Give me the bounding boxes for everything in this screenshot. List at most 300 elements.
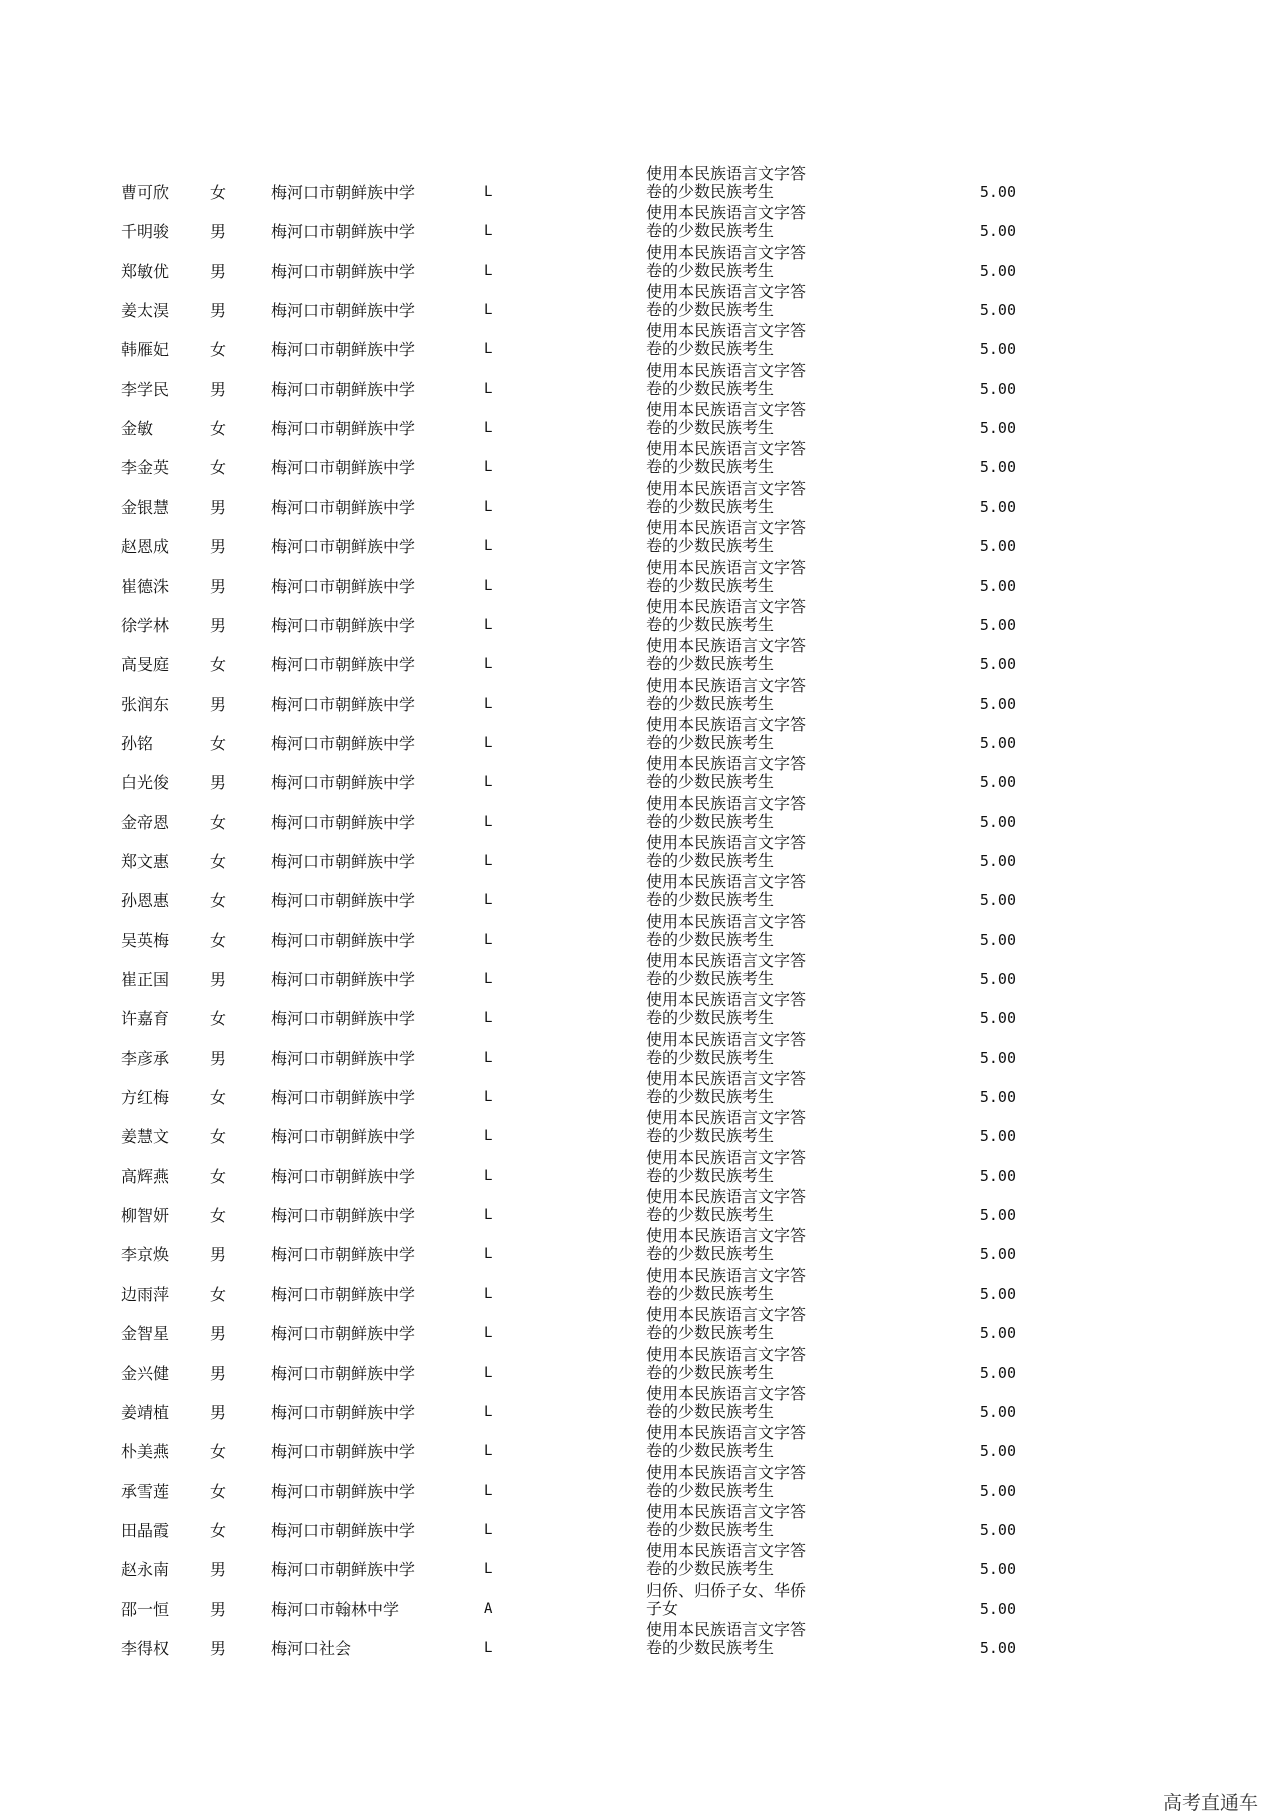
bonus-category-line: 使用本民族语言文字答 xyxy=(646,360,807,380)
bonus-category-line: 使用本民族语言文字答 xyxy=(646,242,807,262)
table-row xyxy=(0,1187,1280,1234)
student-name: 金兴健 xyxy=(121,1363,170,1383)
student-gender: 男 xyxy=(210,1402,227,1422)
bonus-category-line: 卷的少数民族考生 xyxy=(646,1401,775,1421)
table-row xyxy=(0,714,1280,762)
student-school: 梅河口市朝鲜族中学 xyxy=(271,379,416,399)
category-code: L xyxy=(484,1246,493,1263)
category-code: L xyxy=(484,1364,493,1381)
bonus-category xyxy=(646,991,806,1027)
bonus-category xyxy=(646,913,806,949)
bonus-category-line: 卷的少数民族考生 xyxy=(646,772,775,792)
bonus-score: 5.00 xyxy=(979,537,1016,556)
category-code: L xyxy=(484,813,493,830)
bonus-score: 5.00 xyxy=(979,930,1016,949)
bonus-category-line: 卷的少数民族考生 xyxy=(646,614,775,634)
bonus-category xyxy=(646,283,806,319)
category-code: L xyxy=(484,1325,493,1342)
bonus-category-line: 卷的少数民族考生 xyxy=(646,1047,775,1067)
bonus-category xyxy=(646,1542,806,1578)
bonus-category xyxy=(646,1621,806,1657)
table-row xyxy=(0,1580,1280,1628)
bonus-category-line: 使用本民族语言文字答 xyxy=(646,282,807,302)
bonus-category-line: 使用本民族语言文字答 xyxy=(646,439,807,459)
student-school: 梅河口市朝鲜族中学 xyxy=(271,576,416,596)
bonus-category-line: 卷的少数民族考生 xyxy=(646,1441,775,1461)
bonus-category-line: 使用本民族语言文字答 xyxy=(646,1344,807,1364)
bonus-category xyxy=(646,244,806,280)
student-gender: 女 xyxy=(210,1520,227,1540)
table-row xyxy=(0,911,1280,959)
table-row xyxy=(0,282,1280,329)
table-row xyxy=(0,439,1280,486)
bonus-category-line: 使用本民族语言文字答 xyxy=(646,832,807,852)
student-gender: 男 xyxy=(210,1560,227,1580)
bonus-score: 5.00 xyxy=(979,1127,1016,1146)
student-gender: 男 xyxy=(210,694,227,714)
bonus-category-line: 子女 xyxy=(646,1598,679,1618)
bonus-category-line: 卷的少数民族考生 xyxy=(646,300,775,320)
category-code: L xyxy=(484,774,493,791)
bonus-category xyxy=(646,440,806,476)
category-code: L xyxy=(484,1443,493,1460)
student-gender: 女 xyxy=(210,851,227,871)
bonus-category-line: 使用本民族语言文字答 xyxy=(646,1187,807,1207)
student-name: 高旻庭 xyxy=(121,655,170,675)
student-school: 梅河口市朝鲜族中学 xyxy=(271,261,416,281)
bonus-category xyxy=(646,1070,806,1106)
bonus-category xyxy=(646,362,806,398)
table-row xyxy=(0,675,1280,723)
table-row xyxy=(0,478,1280,526)
category-code: L xyxy=(484,971,493,987)
bonus-category xyxy=(646,559,806,595)
student-name: 金智星 xyxy=(121,1324,170,1344)
bonus-category-line: 使用本民族语言文字答 xyxy=(646,1383,807,1403)
table-row xyxy=(0,1305,1280,1352)
bonus-category-line: 卷的少数民族考生 xyxy=(646,1244,775,1264)
student-gender: 女 xyxy=(210,458,227,478)
student-gender: 男 xyxy=(210,1324,227,1344)
bonus-category-line: 使用本民族语言文字答 xyxy=(646,1541,807,1561)
category-code: L xyxy=(484,852,493,869)
bonus-score: 5.00 xyxy=(979,183,1016,201)
student-school: 梅河口市朝鲜族中学 xyxy=(271,773,416,793)
student-name: 朴美燕 xyxy=(121,1442,170,1462)
student-school: 梅河口市朝鲜族中学 xyxy=(271,1284,416,1304)
category-code: L xyxy=(484,1010,493,1027)
student-school: 梅河口市朝鲜族中学 xyxy=(271,930,416,950)
category-code: L xyxy=(484,262,493,279)
bonus-score: 5.00 xyxy=(979,1442,1016,1461)
category-code: L xyxy=(484,1207,493,1224)
category-code: L xyxy=(484,1403,493,1420)
bonus-category-line: 卷的少数民族考生 xyxy=(646,693,775,713)
category-code: L xyxy=(484,1167,493,1184)
bonus-category-line: 卷的少数民族考生 xyxy=(646,850,775,870)
bonus-score: 5.00 xyxy=(979,1284,1016,1303)
bonus-category-line: 使用本民族语言文字答 xyxy=(646,164,807,183)
student-gender: 女 xyxy=(210,1442,227,1462)
bonus-category-line: 使用本民族语言文字答 xyxy=(646,1108,807,1128)
bonus-category xyxy=(646,1385,806,1421)
bonus-category xyxy=(646,598,806,634)
student-gender: 男 xyxy=(210,379,227,399)
student-name: 郑文惠 xyxy=(121,851,170,871)
bonus-score: 5.00 xyxy=(979,1402,1016,1421)
category-code: L xyxy=(484,1049,493,1066)
table-row xyxy=(0,242,1280,290)
bonus-category xyxy=(646,519,806,555)
student-gender: 女 xyxy=(210,733,227,753)
student-school: 梅河口市朝鲜族中学 xyxy=(271,1442,416,1462)
student-school: 梅河口市朝鲜族中学 xyxy=(271,891,416,911)
bonus-category-line: 使用本民族语言文字答 xyxy=(646,478,807,498)
student-school: 梅河口市朝鲜族中学 xyxy=(271,1402,416,1422)
student-name: 赵永南 xyxy=(121,1560,170,1580)
student-name: 孙铭 xyxy=(121,733,154,753)
bonus-category xyxy=(646,637,806,673)
bonus-category-line: 使用本民族语言文字答 xyxy=(646,793,807,813)
category-code: L xyxy=(484,184,493,200)
bonus-score: 5.00 xyxy=(979,576,1016,595)
bonus-category xyxy=(646,1188,806,1224)
bonus-score: 5.00 xyxy=(979,1520,1016,1539)
bonus-category xyxy=(646,1031,806,1067)
bonus-category-line: 卷的少数民族考生 xyxy=(646,1165,775,1185)
student-name: 李京焕 xyxy=(121,1245,170,1265)
student-name: 金敏 xyxy=(121,419,154,439)
table-row xyxy=(0,951,1280,998)
table-row xyxy=(0,872,1280,919)
bonus-category xyxy=(646,1267,806,1303)
bonus-category-line: 卷的少数民族考生 xyxy=(646,378,775,398)
table-row xyxy=(0,832,1280,880)
category-code: L xyxy=(484,734,493,751)
bonus-category xyxy=(646,1464,806,1500)
student-name: 李学民 xyxy=(121,379,170,399)
category-code: L xyxy=(484,577,493,594)
bonus-category-line: 卷的少数民族考生 xyxy=(646,654,775,674)
table-row xyxy=(0,1147,1280,1195)
bonus-category-line: 卷的少数民族考生 xyxy=(646,536,775,556)
student-gender: 男 xyxy=(210,576,227,596)
bonus-category-line: 卷的少数民族考生 xyxy=(646,221,775,241)
bonus-score: 5.00 xyxy=(979,694,1016,713)
category-code: L xyxy=(484,538,493,555)
student-gender: 女 xyxy=(210,812,227,832)
table-row xyxy=(0,1501,1280,1549)
bonus-score: 5.00 xyxy=(979,1166,1016,1185)
table-row xyxy=(0,990,1280,1037)
bonus-category-line: 卷的少数民族考生 xyxy=(646,1519,775,1539)
bonus-category xyxy=(646,165,806,201)
student-school: 梅河口市朝鲜族中学 xyxy=(271,812,416,832)
bonus-category xyxy=(646,952,806,988)
bonus-category xyxy=(646,677,806,713)
student-school: 梅河口市朝鲜族中学 xyxy=(271,537,416,557)
bonus-category xyxy=(646,716,806,752)
student-school: 梅河口市朝鲜族中学 xyxy=(271,615,416,635)
student-school: 梅河口市朝鲜族中学 xyxy=(271,340,416,360)
bonus-score: 5.00 xyxy=(979,1363,1016,1382)
bonus-category-line: 使用本民族语言文字答 xyxy=(646,518,807,538)
bonus-score: 5.00 xyxy=(979,1481,1016,1500)
category-code: L xyxy=(484,931,493,948)
student-school: 梅河口市朝鲜族中学 xyxy=(271,1363,416,1383)
student-name: 张润东 xyxy=(121,694,170,714)
student-school: 梅河口市朝鲜族中学 xyxy=(271,1245,416,1265)
bonus-category-line: 卷的少数民族考生 xyxy=(646,260,775,280)
student-school: 梅河口市朝鲜族中学 xyxy=(271,733,416,753)
student-name: 李彦承 xyxy=(121,1048,170,1068)
bonus-category-line: 使用本民族语言文字答 xyxy=(646,1305,807,1325)
student-school: 梅河口市朝鲜族中学 xyxy=(271,1324,416,1344)
table-row xyxy=(0,1541,1280,1588)
category-code: L xyxy=(484,341,493,358)
student-name: 吴英梅 xyxy=(121,930,170,950)
student-name: 边雨萍 xyxy=(121,1284,170,1304)
watermark-text: 高考直通车 xyxy=(1162,1792,1258,1814)
table-row xyxy=(0,1344,1280,1392)
student-name: 姜靖植 xyxy=(121,1402,170,1422)
bonus-score: 5.00 xyxy=(979,379,1016,398)
bonus-category-line: 卷的少数民族考生 xyxy=(646,890,775,910)
category-code: L xyxy=(484,656,493,673)
table-row xyxy=(0,1619,1280,1667)
bonus-category xyxy=(646,795,806,831)
bonus-category-line: 使用本民族语言文字答 xyxy=(646,1423,807,1443)
student-school: 梅河口市朝鲜族中学 xyxy=(271,851,416,871)
bonus-category-line: 使用本民族语言文字答 xyxy=(646,1265,807,1285)
student-school: 梅河口市朝鲜族中学 xyxy=(271,970,416,989)
bonus-score: 5.00 xyxy=(979,773,1016,792)
bonus-score: 5.00 xyxy=(979,458,1016,477)
student-gender: 男 xyxy=(210,1638,227,1658)
category-code: L xyxy=(484,1482,493,1499)
bonus-score: 5.00 xyxy=(979,1206,1016,1225)
student-name: 金帝恩 xyxy=(121,812,170,832)
category-code: L xyxy=(484,498,493,515)
bonus-category xyxy=(646,480,806,516)
student-name: 郑敏优 xyxy=(121,261,170,281)
student-school: 梅河口市朝鲜族中学 xyxy=(271,1481,416,1501)
table-row xyxy=(0,1108,1280,1155)
student-name: 李金英 xyxy=(121,458,170,478)
table-row xyxy=(0,203,1280,250)
student-school: 梅河口市朝鲜族中学 xyxy=(271,419,416,439)
student-gender: 女 xyxy=(210,1088,227,1108)
category-code: L xyxy=(484,695,493,712)
category-code: L xyxy=(484,380,493,397)
bonus-category-line: 使用本民族语言文字答 xyxy=(646,1462,807,1482)
bonus-category-line: 卷的少数民族考生 xyxy=(646,1205,775,1225)
table-row xyxy=(0,1265,1280,1313)
bonus-category-line: 卷的少数民族考生 xyxy=(646,457,775,477)
category-code: L xyxy=(484,1128,493,1145)
category-code: L xyxy=(484,223,493,240)
student-name: 邵一恒 xyxy=(121,1599,170,1619)
bonus-category-line: 卷的少数民族考生 xyxy=(646,575,775,595)
student-gender: 女 xyxy=(210,1284,227,1304)
student-gender: 男 xyxy=(210,301,227,321)
bonus-score: 5.00 xyxy=(979,812,1016,831)
table-row xyxy=(0,1423,1280,1470)
bonus-category-line: 归侨、归侨子女、华侨 xyxy=(646,1580,807,1600)
bonus-category xyxy=(646,401,806,437)
bonus-score: 5.00 xyxy=(979,222,1016,241)
bonus-category-line: 使用本民族语言文字答 xyxy=(646,636,807,656)
bonus-score: 5.00 xyxy=(979,1638,1016,1657)
student-gender: 男 xyxy=(210,497,227,517)
student-school: 梅河口市朝鲜族中学 xyxy=(271,497,416,517)
student-school: 梅河口市朝鲜族中学 xyxy=(271,655,416,675)
table-row xyxy=(0,1383,1280,1431)
bonus-category xyxy=(646,755,806,791)
student-gender: 男 xyxy=(210,1245,227,1265)
table-row xyxy=(0,596,1280,644)
student-gender: 女 xyxy=(210,1009,227,1029)
student-school: 梅河口市朝鲜族中学 xyxy=(271,301,416,321)
student-name: 姜太淏 xyxy=(121,301,170,321)
bonus-category-line: 卷的少数民族考生 xyxy=(646,969,775,988)
bonus-category-line: 使用本民族语言文字答 xyxy=(646,1069,807,1089)
student-gender: 女 xyxy=(210,340,227,360)
bonus-category-line: 使用本民族语言文字答 xyxy=(646,1147,807,1167)
table-row xyxy=(0,793,1280,841)
bonus-category-line: 使用本民族语言文字答 xyxy=(646,1619,807,1639)
student-school: 梅河口市朝鲜族中学 xyxy=(271,458,416,478)
student-gender: 男 xyxy=(210,261,227,281)
bonus-score: 5.00 xyxy=(979,419,1016,438)
bonus-score: 5.00 xyxy=(979,497,1016,516)
student-school: 梅河口社会 xyxy=(271,1638,352,1658)
table-row xyxy=(0,557,1280,605)
student-school: 梅河口市朝鲜族中学 xyxy=(271,1088,416,1108)
bonus-score: 5.00 xyxy=(979,655,1016,674)
student-school: 梅河口市朝鲜族中学 xyxy=(271,1048,416,1068)
student-school: 梅河口市翰林中学 xyxy=(271,1599,400,1619)
student-name: 韩雁妃 xyxy=(121,340,170,360)
student-name: 金银慧 xyxy=(121,497,170,517)
bonus-category xyxy=(646,1503,806,1539)
bonus-category-line: 使用本民族语言文字答 xyxy=(646,203,807,223)
student-name: 许嘉育 xyxy=(121,1009,170,1029)
bonus-category-line: 卷的少数民族考生 xyxy=(646,929,775,949)
bonus-category-line: 卷的少数民族考生 xyxy=(646,339,775,359)
bonus-category xyxy=(646,322,806,358)
category-code: L xyxy=(484,1285,493,1302)
bonus-score: 5.00 xyxy=(979,340,1016,359)
student-school: 梅河口市朝鲜族中学 xyxy=(271,1206,416,1226)
bonus-category-line: 卷的少数民族考生 xyxy=(646,1637,775,1657)
student-school: 梅河口市朝鲜族中学 xyxy=(271,1009,416,1029)
student-name: 曹可欣 xyxy=(121,183,170,202)
student-gender: 男 xyxy=(210,537,227,557)
student-gender: 男 xyxy=(210,222,227,242)
bonus-score: 5.00 xyxy=(979,1009,1016,1028)
table-row xyxy=(0,360,1280,408)
student-name: 姜慧文 xyxy=(121,1127,170,1147)
bonus-category xyxy=(646,1227,806,1263)
table-row xyxy=(0,1029,1280,1077)
bonus-category-line: 卷的少数民族考生 xyxy=(646,1008,775,1028)
category-code: L xyxy=(484,616,493,633)
student-gender: 男 xyxy=(210,970,227,989)
category-code: A xyxy=(484,1600,493,1617)
student-name: 柳智妍 xyxy=(121,1206,170,1226)
bonus-score: 5.00 xyxy=(979,1560,1016,1579)
student-gender: 女 xyxy=(210,1127,227,1147)
student-name: 高辉燕 xyxy=(121,1166,170,1186)
bonus-category-line: 使用本民族语言文字答 xyxy=(646,872,807,892)
bonus-category-line: 使用本民族语言文字答 xyxy=(646,1501,807,1521)
bonus-category-line: 使用本民族语言文字答 xyxy=(646,1226,807,1246)
category-code: L xyxy=(484,1089,493,1106)
bonus-category-line: 使用本民族语言文字答 xyxy=(646,911,807,931)
bonus-category-line: 卷的少数民族考生 xyxy=(646,1283,775,1303)
bonus-category-line: 使用本民族语言文字答 xyxy=(646,400,807,420)
student-gender: 男 xyxy=(210,615,227,635)
bonus-score: 5.00 xyxy=(979,970,1016,988)
student-name: 李得权 xyxy=(121,1638,170,1658)
bonus-category-line: 卷的少数民族考生 xyxy=(646,496,775,516)
bonus-score: 5.00 xyxy=(979,891,1016,910)
bonus-category-line: 卷的少数民族考生 xyxy=(646,1480,775,1500)
category-code: L xyxy=(484,1639,493,1656)
bonus-category-line: 卷的少数民族考生 xyxy=(646,1323,775,1343)
category-code: L xyxy=(484,1521,493,1538)
table-row xyxy=(0,400,1280,447)
table-row xyxy=(0,1069,1280,1116)
student-school: 梅河口市朝鲜族中学 xyxy=(271,1560,416,1580)
bonus-category xyxy=(646,873,806,909)
student-gender: 女 xyxy=(210,655,227,675)
bonus-category xyxy=(646,1424,806,1460)
student-school: 梅河口市朝鲜族中学 xyxy=(271,1520,416,1540)
student-name: 崔德洙 xyxy=(121,576,170,596)
student-gender: 女 xyxy=(210,1481,227,1501)
student-name: 承雪莲 xyxy=(121,1481,170,1501)
bonus-category-line: 卷的少数民族考生 xyxy=(646,182,775,201)
bonus-category-line: 使用本民族语言文字答 xyxy=(646,714,807,734)
student-name: 孙恩惠 xyxy=(121,891,170,911)
student-name: 田晶霞 xyxy=(121,1520,170,1540)
student-name: 白光俊 xyxy=(121,773,170,793)
bonus-category-line: 卷的少数民族考生 xyxy=(646,732,775,752)
student-gender: 男 xyxy=(210,1599,227,1619)
bonus-category-line: 使用本民族语言文字答 xyxy=(646,754,807,774)
student-gender: 男 xyxy=(210,773,227,793)
bonus-category xyxy=(646,1149,806,1185)
bonus-category xyxy=(646,1109,806,1145)
bonus-category-line: 使用本民族语言文字答 xyxy=(646,675,807,695)
student-gender: 女 xyxy=(210,930,227,950)
category-code: L xyxy=(484,420,493,437)
bonus-category-line: 卷的少数民族考生 xyxy=(646,1559,775,1579)
student-name: 赵恩成 xyxy=(121,537,170,557)
student-gender: 女 xyxy=(210,183,227,202)
bonus-category-line: 使用本民族语言文字答 xyxy=(646,321,807,341)
bonus-category xyxy=(646,204,806,240)
student-school: 梅河口市朝鲜族中学 xyxy=(271,1166,416,1186)
bonus-category xyxy=(646,834,806,870)
student-gender: 女 xyxy=(210,1166,227,1186)
category-code: L xyxy=(484,302,493,319)
student-gender: 男 xyxy=(210,1048,227,1068)
bonus-score: 5.00 xyxy=(979,615,1016,634)
bonus-category-line: 卷的少数民族考生 xyxy=(646,1126,775,1146)
